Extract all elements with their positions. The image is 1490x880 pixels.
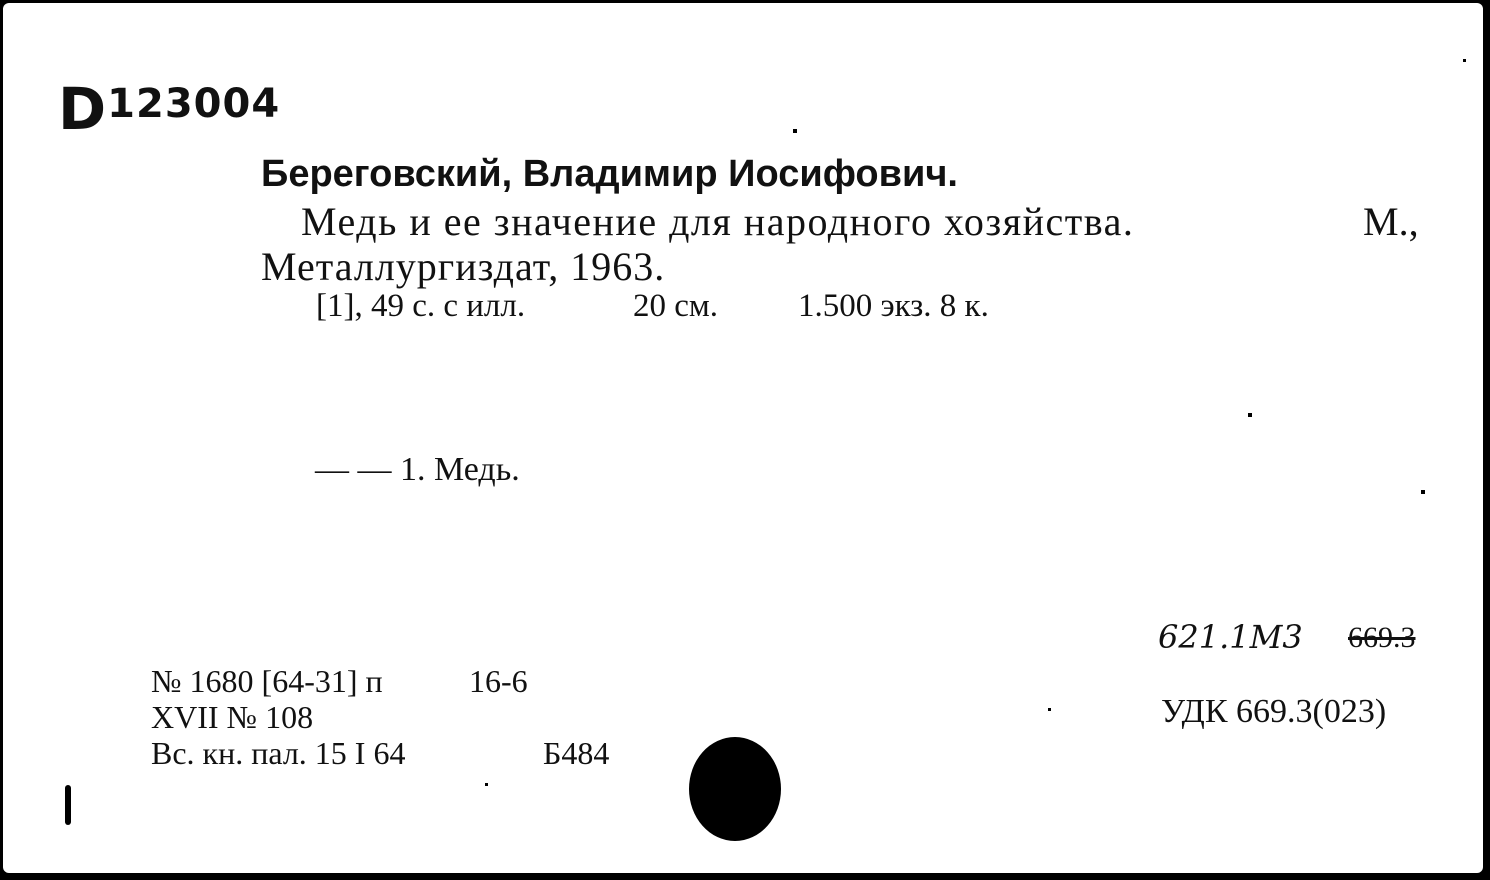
catalog-card bbox=[3, 3, 1483, 873]
author-heading: Береговский, Владимир Иосифович. bbox=[261, 153, 958, 195]
call-number-prefix: D bbox=[58, 75, 108, 143]
handwritten-classmark: 621.1М3 bbox=[1158, 618, 1303, 656]
collation-size: 20 см. bbox=[633, 288, 719, 324]
publisher-year: Металлургиздат, 1963. bbox=[261, 244, 666, 289]
publication-place: М., bbox=[1363, 199, 1419, 244]
registration-code-3: Б484 bbox=[543, 735, 610, 771]
subject-heading: — — 1. Медь. bbox=[315, 451, 520, 488]
book-title: Медь и ее значение для народного хозяйства. bbox=[301, 199, 1135, 244]
collation-run-price: 1.500 экз. 8 к. bbox=[798, 288, 989, 324]
collation-pages: [1], 49 с. с илл. bbox=[316, 288, 526, 324]
speck bbox=[1421, 490, 1425, 494]
registration-code-1: 16-6 bbox=[469, 663, 528, 699]
registration-line-2: XVII № 108 bbox=[151, 699, 314, 735]
udc-number: УДК 669.3(023) bbox=[1161, 693, 1387, 730]
call-number-digits: 123004 bbox=[107, 81, 281, 127]
registration-line-3: Вс. кн. пал. 15 I 64 bbox=[151, 735, 406, 771]
speck bbox=[1463, 59, 1466, 62]
registration-line-1: № 1680 [64-31] п bbox=[151, 663, 383, 699]
struck-class-number: 669.3 bbox=[1348, 621, 1416, 654]
call-number bbox=[58, 75, 280, 143]
speck bbox=[1248, 413, 1252, 417]
pencil-mark bbox=[65, 785, 71, 825]
speck bbox=[793, 129, 797, 133]
punch-hole bbox=[689, 737, 781, 841]
speck bbox=[1048, 708, 1051, 711]
speck bbox=[485, 783, 488, 786]
